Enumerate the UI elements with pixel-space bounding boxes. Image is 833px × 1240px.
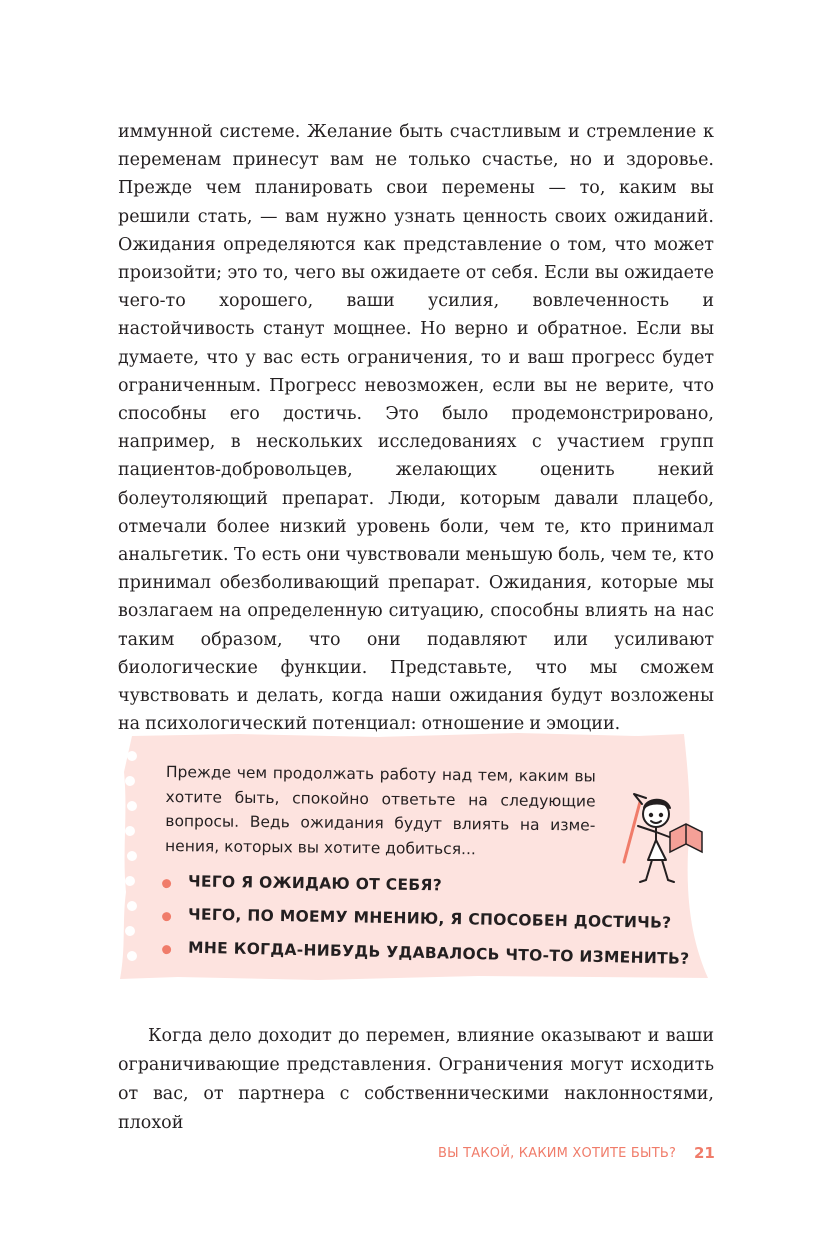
questions-list: [162, 872, 689, 971]
running-footer-title: ВЫ ТАКОЙ, КАКИМ ХОТИТЕ БЫТЬ?: [438, 1146, 677, 1161]
note-card: [118, 732, 712, 982]
question-text: ЧЕГО Я ОЖИДАЮ ОТ СЕБЯ?: [187, 872, 443, 895]
bullet-dot-icon: [162, 879, 171, 888]
question-text: МНЕ КОГДА-НИБУДЬ УДАВАЛОСЬ ЧТО-ТО ИЗМЕНИТЬ?: [187, 938, 690, 968]
body-paragraph-1: иммунной системе. Желание быть счастливым и стремление к переменам принесут вам не только счастье, но и здоровье. Прежде чем планировать свои перемены — то, каким вы решили стать, — вам нужно узнать ценность своих ожиданий. Ожидания определяются как представление о том, что может произойти; это то, чего вы ожидаете от себя. Если вы ожидаете чего-то хорошего, ваши усилия, вовлеченность и настойчивость станут мощнее. Но верно и обратное. Если вы думаете, что у вас есть ограничения, то и ваш прогресс будет ограниченным. Прогресс невозможен, если вы не верите, что способны его достичь. Это было продемонстрировано, например, в нескольких исследованиях с участием групп пациентов-добровольцев, желающих оценить некий болеутоляющий препарат. Люди, которым давали плацебо, отмечали более низкий уровень боли, чем те, кто принимал анальгетик. То есть они чувствовали меньшую боль, чем те, кто принимал обезболивающий препарат. Ожидания, которые мы возлагаем на определенную ситуацию, способны влиять на нас таким образом, что они подавляют или усиливают биологические функции. Представьте, что мы сможем чувствовать и делать, когда наши ожидания будут возложены на психологический потенциал: отношение и эмоции.: [118, 122, 714, 735]
question-text: ЧЕГО, ПО МОЕМУ МНЕНИЮ, Я СПОСОБЕН ДОСТИЧЬ?: [187, 905, 672, 932]
bullet-dot-icon: [162, 912, 171, 921]
body-paragraph-2: Когда дело доходит до перемен, влияние оказывают и ваши ограничивающие представления. Ограничения могут исходить от вас, от партнера с собственническими наклонностями, плохой: [118, 1026, 714, 1133]
note-text: Прежде чем продолжать работу над тем, каким вы хотите быть, спокойно ответьте на следующие вопросы. Ведь ожидания будут влиять на изменения, которых вы хотите добиться...: [165, 762, 596, 858]
page-number: 21: [694, 1144, 715, 1162]
bullet-dot-icon: [162, 945, 171, 954]
